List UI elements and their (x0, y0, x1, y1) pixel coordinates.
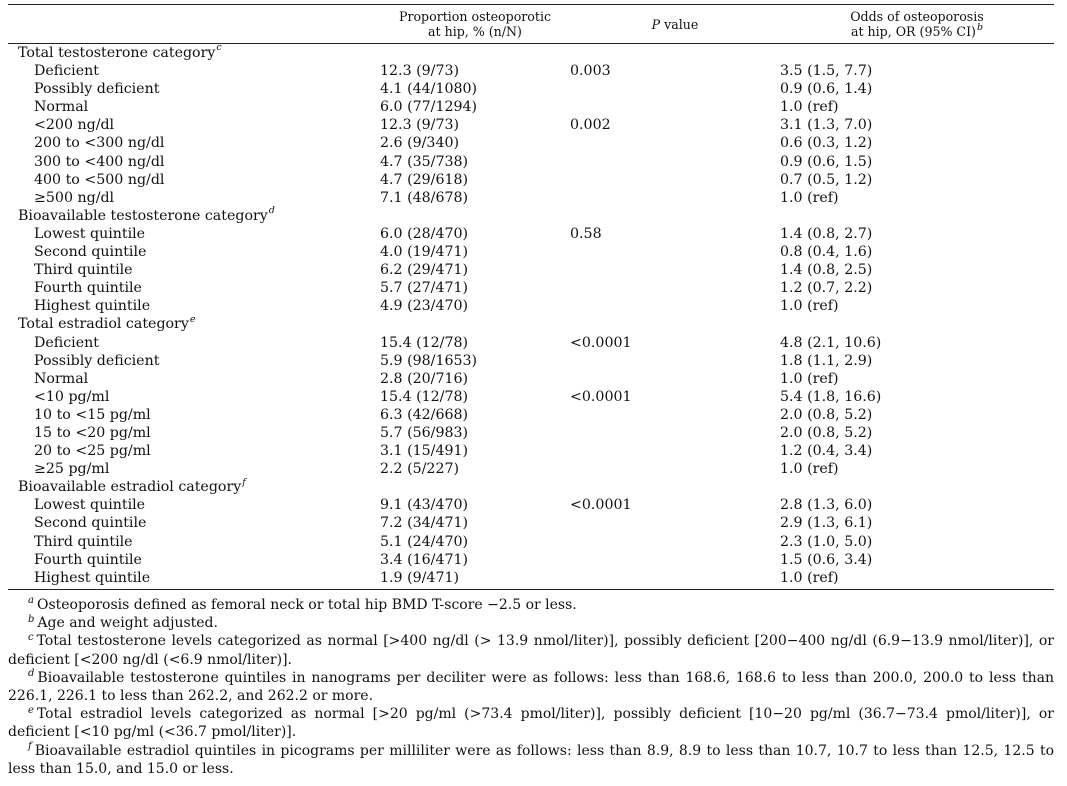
header-pvalue-p: P (651, 16, 661, 32)
footnote-text: Age and weight adjusted. (37, 615, 218, 632)
footnote (8, 705, 1054, 741)
odds-ratio-cell: 1.5 (0.6, 3.4) (780, 551, 873, 568)
table-row (8, 352, 1054, 370)
footnote-text: Bioavailable testosterone quintiles in nanograms per deciliter were as follows: less than 168.6, 168.6 to less than 200.0, 200.0 to less than 226.1, 226.1 to less than 262.2, and 262.2 or more. (8, 669, 1054, 705)
table-row (8, 388, 1054, 406)
pvalue-cell (570, 352, 780, 370)
footnote-text: Bioavailable estradiol quintiles in picograms per milliliter were as follows: less than 8.9, 8.9 to less than 10.7, 10.7 to less than 12.5, 12.5 to less than 15.0, and 15.0 or less. (8, 742, 1054, 777)
table-body (8, 44, 1054, 590)
odds-ratio-cell: 2.3 (1.0, 5.0) (780, 533, 873, 550)
proportion-cell: 2.8 (20/716) (380, 370, 469, 387)
section-heading-text: Bioavailable testosterone category (18, 207, 268, 224)
odds-ratio-cell: 1.0 (ref) (780, 99, 839, 116)
header-row (8, 5, 1054, 44)
header-proportion (380, 5, 570, 44)
pvalue-cell (570, 189, 780, 207)
proportion-cell: 7.1 (48/678) (380, 189, 469, 206)
table-row (8, 153, 1054, 171)
header-proportion-line-1: Proportion osteoporotic (398, 9, 552, 24)
table-row (8, 406, 1054, 424)
pvalue-cell (570, 297, 780, 315)
pvalue-cell (570, 460, 780, 478)
row-label: <200 ng/dl (34, 117, 115, 134)
header-odds-line-1: Odds of osteoporosis (850, 9, 984, 24)
pvalue-cell (570, 569, 780, 590)
row-label: Fourth quintile (34, 551, 142, 568)
row-label: Deficient (34, 334, 99, 351)
table-row (8, 98, 1054, 116)
proportion-cell: 5.9 (98/1653) (380, 352, 478, 369)
table-row (8, 279, 1054, 297)
table-row (8, 62, 1054, 80)
pvalue-cell (570, 551, 780, 569)
table-row (8, 297, 1054, 315)
table-row (8, 370, 1054, 388)
footnote (8, 632, 1054, 668)
pvalue-cell: 0.003 (570, 63, 611, 80)
row-label: Highest quintile (8, 569, 380, 590)
odds-ratio-cell: 2.9 (1.3, 6.1) (780, 515, 873, 532)
header-proportion-line-2: at hip, % (n/N) (428, 24, 522, 39)
odds-ratio-cell: 1.0 (ref) (780, 569, 1054, 590)
row-label: Possibly deficient (34, 352, 160, 369)
row-label: ≥500 ng/dl (34, 189, 115, 206)
row-label: <10 pg/ml (34, 388, 110, 405)
odds-ratio-cell: 1.2 (0.4, 3.4) (780, 443, 873, 460)
footnote-mark: e (189, 313, 196, 325)
section-heading-text: Bioavailable estradiol category (18, 479, 242, 496)
pvalue-cell (570, 370, 780, 388)
footnote-mark: d (268, 205, 275, 217)
table-row (8, 569, 1054, 590)
odds-ratio-cell: 1.0 (ref) (780, 370, 839, 387)
row-label: Second quintile (34, 244, 147, 261)
proportion-cell: 5.7 (27/471) (380, 280, 469, 297)
table-row (8, 225, 1054, 243)
row-label: Highest quintile (34, 298, 151, 315)
results-table (8, 4, 1054, 590)
pvalue-cell (570, 514, 780, 532)
footnote (8, 614, 1054, 632)
footnote-mark: f (242, 476, 246, 488)
footnote-mark: f (28, 740, 32, 752)
row-label: 400 to <500 ng/dl (34, 171, 165, 188)
table-row (8, 171, 1054, 189)
proportion-cell: 3.4 (16/471) (380, 551, 469, 568)
pvalue-cell: 0.002 (570, 117, 611, 134)
odds-ratio-cell: 5.4 (1.8, 16.6) (780, 388, 882, 405)
footnote (8, 596, 1054, 614)
pvalue-cell (570, 134, 780, 152)
pvalue-cell: <0.0001 (570, 497, 632, 514)
row-label: 10 to <15 pg/ml (34, 406, 151, 423)
section-heading (8, 478, 1054, 496)
section-row (8, 478, 1054, 496)
row-label: 300 to <400 ng/dl (34, 153, 165, 170)
proportion-cell: 4.9 (23/470) (380, 298, 469, 315)
odds-ratio-cell: 1.4 (0.8, 2.7) (780, 225, 873, 242)
proportion-cell: 6.3 (42/668) (380, 406, 469, 423)
row-label: 15 to <20 pg/ml (34, 424, 151, 441)
pvalue-cell: <0.0001 (570, 388, 632, 405)
row-label: Lowest quintile (34, 497, 146, 514)
section-heading (8, 315, 1054, 333)
pvalue-cell (570, 98, 780, 116)
odds-ratio-cell: 0.8 (0.4, 1.6) (780, 244, 873, 261)
footnote-mark: c (28, 631, 34, 643)
section-heading (8, 44, 1054, 63)
proportion-cell: 3.1 (15/491) (380, 443, 469, 460)
odds-ratio-cell: 1.4 (0.8, 2.5) (780, 262, 873, 279)
row-label: Lowest quintile (34, 225, 146, 242)
proportion-cell: 9.1 (43/470) (380, 497, 469, 514)
footnote (8, 669, 1054, 705)
odds-ratio-cell: 0.9 (0.6, 1.5) (780, 153, 873, 170)
proportion-cell: 15.4 (12/78) (380, 334, 469, 351)
footnote-text: Total testosterone levels categorized as normal [>400 ng/dl (> 13.9 nmol/liter)], possibly deficient [200−400 ng/dl (6.9−13.9 nmol/liter)], or deficient [<200 ng/dl (<6.9 nmol/liter)]. (8, 633, 1054, 668)
table-row (8, 134, 1054, 152)
footnote-mark: e (28, 704, 34, 716)
pvalue-cell (570, 80, 780, 98)
odds-ratio-cell: 1.8 (1.1, 2.9) (780, 352, 873, 369)
table-row (8, 243, 1054, 261)
section-row (8, 315, 1054, 333)
table-row (8, 334, 1054, 352)
proportion-cell: 6.0 (77/1294) (380, 99, 478, 116)
table-row (8, 189, 1054, 207)
odds-ratio-cell: 0.6 (0.3, 1.2) (780, 135, 873, 152)
odds-ratio-cell: 1.0 (ref) (780, 461, 839, 478)
pvalue-cell (570, 406, 780, 424)
row-label: Second quintile (34, 515, 147, 532)
row-label: Normal (34, 99, 89, 116)
proportion-cell: 5.1 (24/470) (380, 533, 469, 550)
table-row (8, 496, 1054, 514)
header-pvalue-rest: value (660, 16, 699, 32)
proportion-cell: 12.3 (9/73) (380, 63, 460, 80)
section-heading-text: Total estradiol category (18, 316, 189, 333)
row-label: Possibly deficient (34, 81, 160, 98)
row-label: Third quintile (34, 533, 133, 550)
proportion-cell: 6.0 (28/470) (380, 225, 469, 242)
proportion-cell: 2.6 (9/340) (380, 135, 460, 152)
odds-ratio-cell: 2.0 (0.8, 5.2) (780, 406, 873, 423)
table-row (8, 80, 1054, 98)
odds-ratio-cell: 3.1 (1.3, 7.0) (780, 117, 873, 134)
proportion-cell: 4.7 (29/618) (380, 171, 469, 188)
proportion-cell: 1.9 (9/471) (380, 569, 570, 590)
odds-ratio-cell: 1.2 (0.7, 2.2) (780, 280, 873, 297)
section-heading-text: Total testosterone category (18, 45, 216, 61)
pvalue-cell (570, 279, 780, 297)
pvalue-cell (570, 442, 780, 460)
table-row (8, 261, 1054, 279)
section-row (8, 44, 1054, 63)
odds-ratio-cell: 2.0 (0.8, 5.2) (780, 424, 873, 441)
odds-ratio-cell: 0.7 (0.5, 1.2) (780, 171, 873, 188)
header-odds (780, 5, 1054, 44)
footnote-mark: d (28, 668, 35, 680)
odds-ratio-cell: 1.0 (ref) (780, 189, 839, 206)
header-odds-line-2: at hip, OR (95% CI) (850, 24, 976, 39)
proportion-cell: 15.4 (12/78) (380, 388, 469, 405)
row-label: 200 to <300 ng/dl (34, 135, 165, 152)
header-odds-footnote-mark: b (976, 21, 984, 33)
odds-ratio-cell: 1.0 (ref) (780, 298, 839, 315)
row-label: Normal (34, 370, 89, 387)
pvalue-cell: 0.58 (570, 225, 602, 242)
table-row (8, 116, 1054, 134)
header-label-column (8, 5, 380, 44)
footnote-mark: b (28, 613, 35, 625)
pvalue-cell (570, 424, 780, 442)
footnote-mark: a (28, 595, 34, 607)
pvalue-cell: <0.0001 (570, 334, 632, 351)
pvalue-cell (570, 243, 780, 261)
header-pvalue (570, 5, 780, 44)
table-row (8, 442, 1054, 460)
proportion-cell: 12.3 (9/73) (380, 117, 460, 134)
row-label: Fourth quintile (34, 280, 142, 297)
pvalue-cell (570, 533, 780, 551)
table-row (8, 533, 1054, 551)
proportion-cell: 4.7 (35/738) (380, 153, 469, 170)
proportion-cell: 4.1 (44/1080) (380, 81, 478, 98)
footnote (8, 742, 1054, 778)
row-label: Third quintile (34, 262, 133, 279)
footnote-text: Total estradiol levels categorized as normal [>20 pg/ml (>73.4 pmol/liter)], possibly deficient [10−20 pg/ml (36.7−73.4 pmol/liter)], or deficient [<10 pg/ml (<36.7 pmol/liter)]. (8, 706, 1054, 741)
section-heading (8, 207, 1054, 225)
row-label: 20 to <25 pg/ml (34, 443, 151, 460)
proportion-cell: 7.2 (34/471) (380, 515, 469, 532)
odds-ratio-cell: 2.8 (1.3, 6.0) (780, 497, 873, 514)
proportion-cell: 6.2 (29/471) (380, 262, 469, 279)
footnote-text: Osteoporosis defined as femoral neck or total hip BMD T-score −2.5 or less. (36, 597, 577, 613)
table-header (8, 5, 1054, 44)
table-row (8, 551, 1054, 569)
row-label: ≥25 pg/ml (34, 461, 110, 478)
footnotes (8, 596, 1054, 778)
table-row (8, 460, 1054, 478)
pvalue-cell (570, 171, 780, 189)
pvalue-cell (570, 261, 780, 279)
odds-ratio-cell: 3.5 (1.5, 7.7) (780, 63, 873, 80)
odds-ratio-cell: 0.9 (0.6, 1.4) (780, 81, 873, 98)
proportion-cell: 2.2 (5/227) (380, 461, 460, 478)
row-label: Deficient (34, 63, 99, 80)
table-row (8, 424, 1054, 442)
section-row (8, 207, 1054, 225)
proportion-cell: 5.7 (56/983) (380, 424, 469, 441)
pvalue-cell (570, 153, 780, 171)
footnote-mark: c (216, 42, 222, 54)
table-row (8, 514, 1054, 532)
odds-ratio-cell: 4.8 (2.1, 10.6) (780, 334, 882, 351)
proportion-cell: 4.0 (19/471) (380, 244, 469, 261)
